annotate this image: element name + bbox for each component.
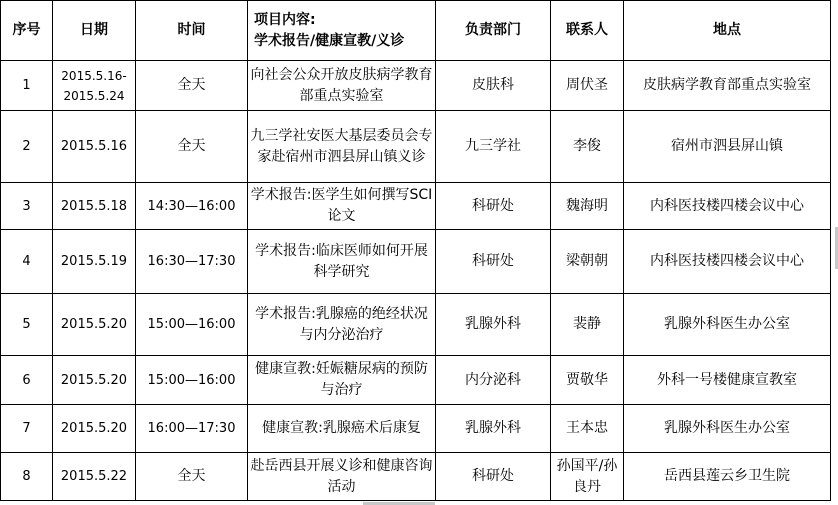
cell-time: 全天 [136, 111, 248, 183]
cell-dept: 内分泌科 [436, 356, 551, 405]
cell-location: 乳腺外科医生办公室 [624, 405, 831, 453]
table-row [1, 230, 831, 294]
cell-seq: 4 [1, 230, 53, 294]
cell-contact: 裴静 [551, 294, 624, 356]
cell-contact: 贾敬华 [551, 356, 624, 405]
cell-seq: 7 [1, 405, 53, 453]
header-contact: 联系人 [551, 1, 624, 61]
cell-date: 2015.5.19 [53, 230, 136, 294]
cell-content: 向社会公众开放皮肤病学教育部重点实验室 [248, 61, 436, 111]
cell-location: 岳西县莲云乡卫生院 [624, 453, 831, 501]
cell-location: 宿州市泗县屏山镇 [624, 111, 831, 183]
cell-contact: 周伏圣 [551, 61, 624, 111]
header-content [248, 1, 436, 61]
cell-time: 全天 [136, 453, 248, 501]
cell-location: 乳腺外科医生办公室 [624, 294, 831, 356]
cell-contact: 王本忠 [551, 405, 624, 453]
cell-time: 16:00—17:30 [136, 405, 248, 453]
cell-date: 2015.5.20 [53, 405, 136, 453]
cell-date: 2015.5.16 [53, 111, 136, 183]
table-row [1, 111, 831, 183]
cell-contact: 孙国平/孙良丹 [551, 453, 624, 501]
cell-content: 健康宣教:妊娠糖尿病的预防与治疗 [248, 356, 436, 405]
table-row [1, 183, 831, 230]
cell-dept: 皮肤科 [436, 61, 551, 111]
cell-content: 健康宣教:乳腺癌术后康复 [248, 405, 436, 453]
cell-location: 外科一号楼健康宣教室 [624, 356, 831, 405]
cell-date-line1: 2015.5.16- [61, 68, 127, 83]
cell-dept: 科研处 [436, 453, 551, 501]
table-row [1, 294, 831, 356]
header-dept: 负责部门 [436, 1, 551, 61]
cell-seq: 1 [1, 61, 53, 111]
cell-dept: 科研处 [436, 230, 551, 294]
cell-time: 16:30—17:30 [136, 230, 248, 294]
cell-time: 15:00—16:00 [136, 294, 248, 356]
cell-seq: 6 [1, 356, 53, 405]
cell-dept: 乳腺外科 [436, 294, 551, 356]
cell-content: 赴岳西县开展义诊和健康咨询活动 [248, 453, 436, 501]
header-content-line2: 学术报告/健康宣教/义诊 [254, 32, 405, 49]
cell-date: 2015.5.22 [53, 453, 136, 501]
cell-date-line2: 2015.5.24 [63, 88, 125, 103]
cell-content: 学术报告:医学生如何撰写SCI论文 [248, 183, 436, 230]
cell-date: 2015.5.20 [53, 294, 136, 356]
cell-contact: 李俊 [551, 111, 624, 183]
cell-date: 2015.5.18 [53, 183, 136, 230]
cell-content: 九三学社安医大基层委员会专家赴宿州市泗县屏山镇义诊 [248, 111, 436, 183]
cell-content: 学术报告:乳腺癌的绝经状况与内分泌治疗 [248, 294, 436, 356]
cell-dept: 九三学社 [436, 111, 551, 183]
table-row [1, 453, 831, 501]
cell-location: 内科医技楼四楼会议中心 [624, 183, 831, 230]
table-row [1, 405, 831, 453]
cell-content: 学术报告:临床医师如何开展科学研究 [248, 230, 436, 294]
header-date: 日期 [53, 1, 136, 61]
header-row [1, 1, 831, 61]
cell-time: 15:00—16:00 [136, 356, 248, 405]
header-location: 地点 [624, 1, 831, 61]
header-time: 时间 [136, 1, 248, 61]
cell-location: 内科医技楼四楼会议中心 [624, 230, 831, 294]
header-content-line1: 项目内容: [254, 11, 316, 28]
header-seq: 序号 [1, 1, 53, 61]
cell-dept: 乳腺外科 [436, 405, 551, 453]
cell-time: 14:30—16:00 [136, 183, 248, 230]
table-row [1, 356, 831, 405]
cell-seq: 3 [1, 183, 53, 230]
cell-time: 全天 [136, 61, 248, 111]
cell-contact: 梁朝朝 [551, 230, 624, 294]
cell-seq: 8 [1, 453, 53, 501]
table-row [1, 61, 831, 111]
cell-date: 2015.5.20 [53, 356, 136, 405]
cell-date [53, 61, 136, 111]
cell-contact: 魏海明 [551, 183, 624, 230]
cell-seq: 2 [1, 111, 53, 183]
cell-location: 皮肤病学教育部重点实验室 [624, 61, 831, 111]
cell-seq: 5 [1, 294, 53, 356]
cell-dept: 科研处 [436, 183, 551, 230]
